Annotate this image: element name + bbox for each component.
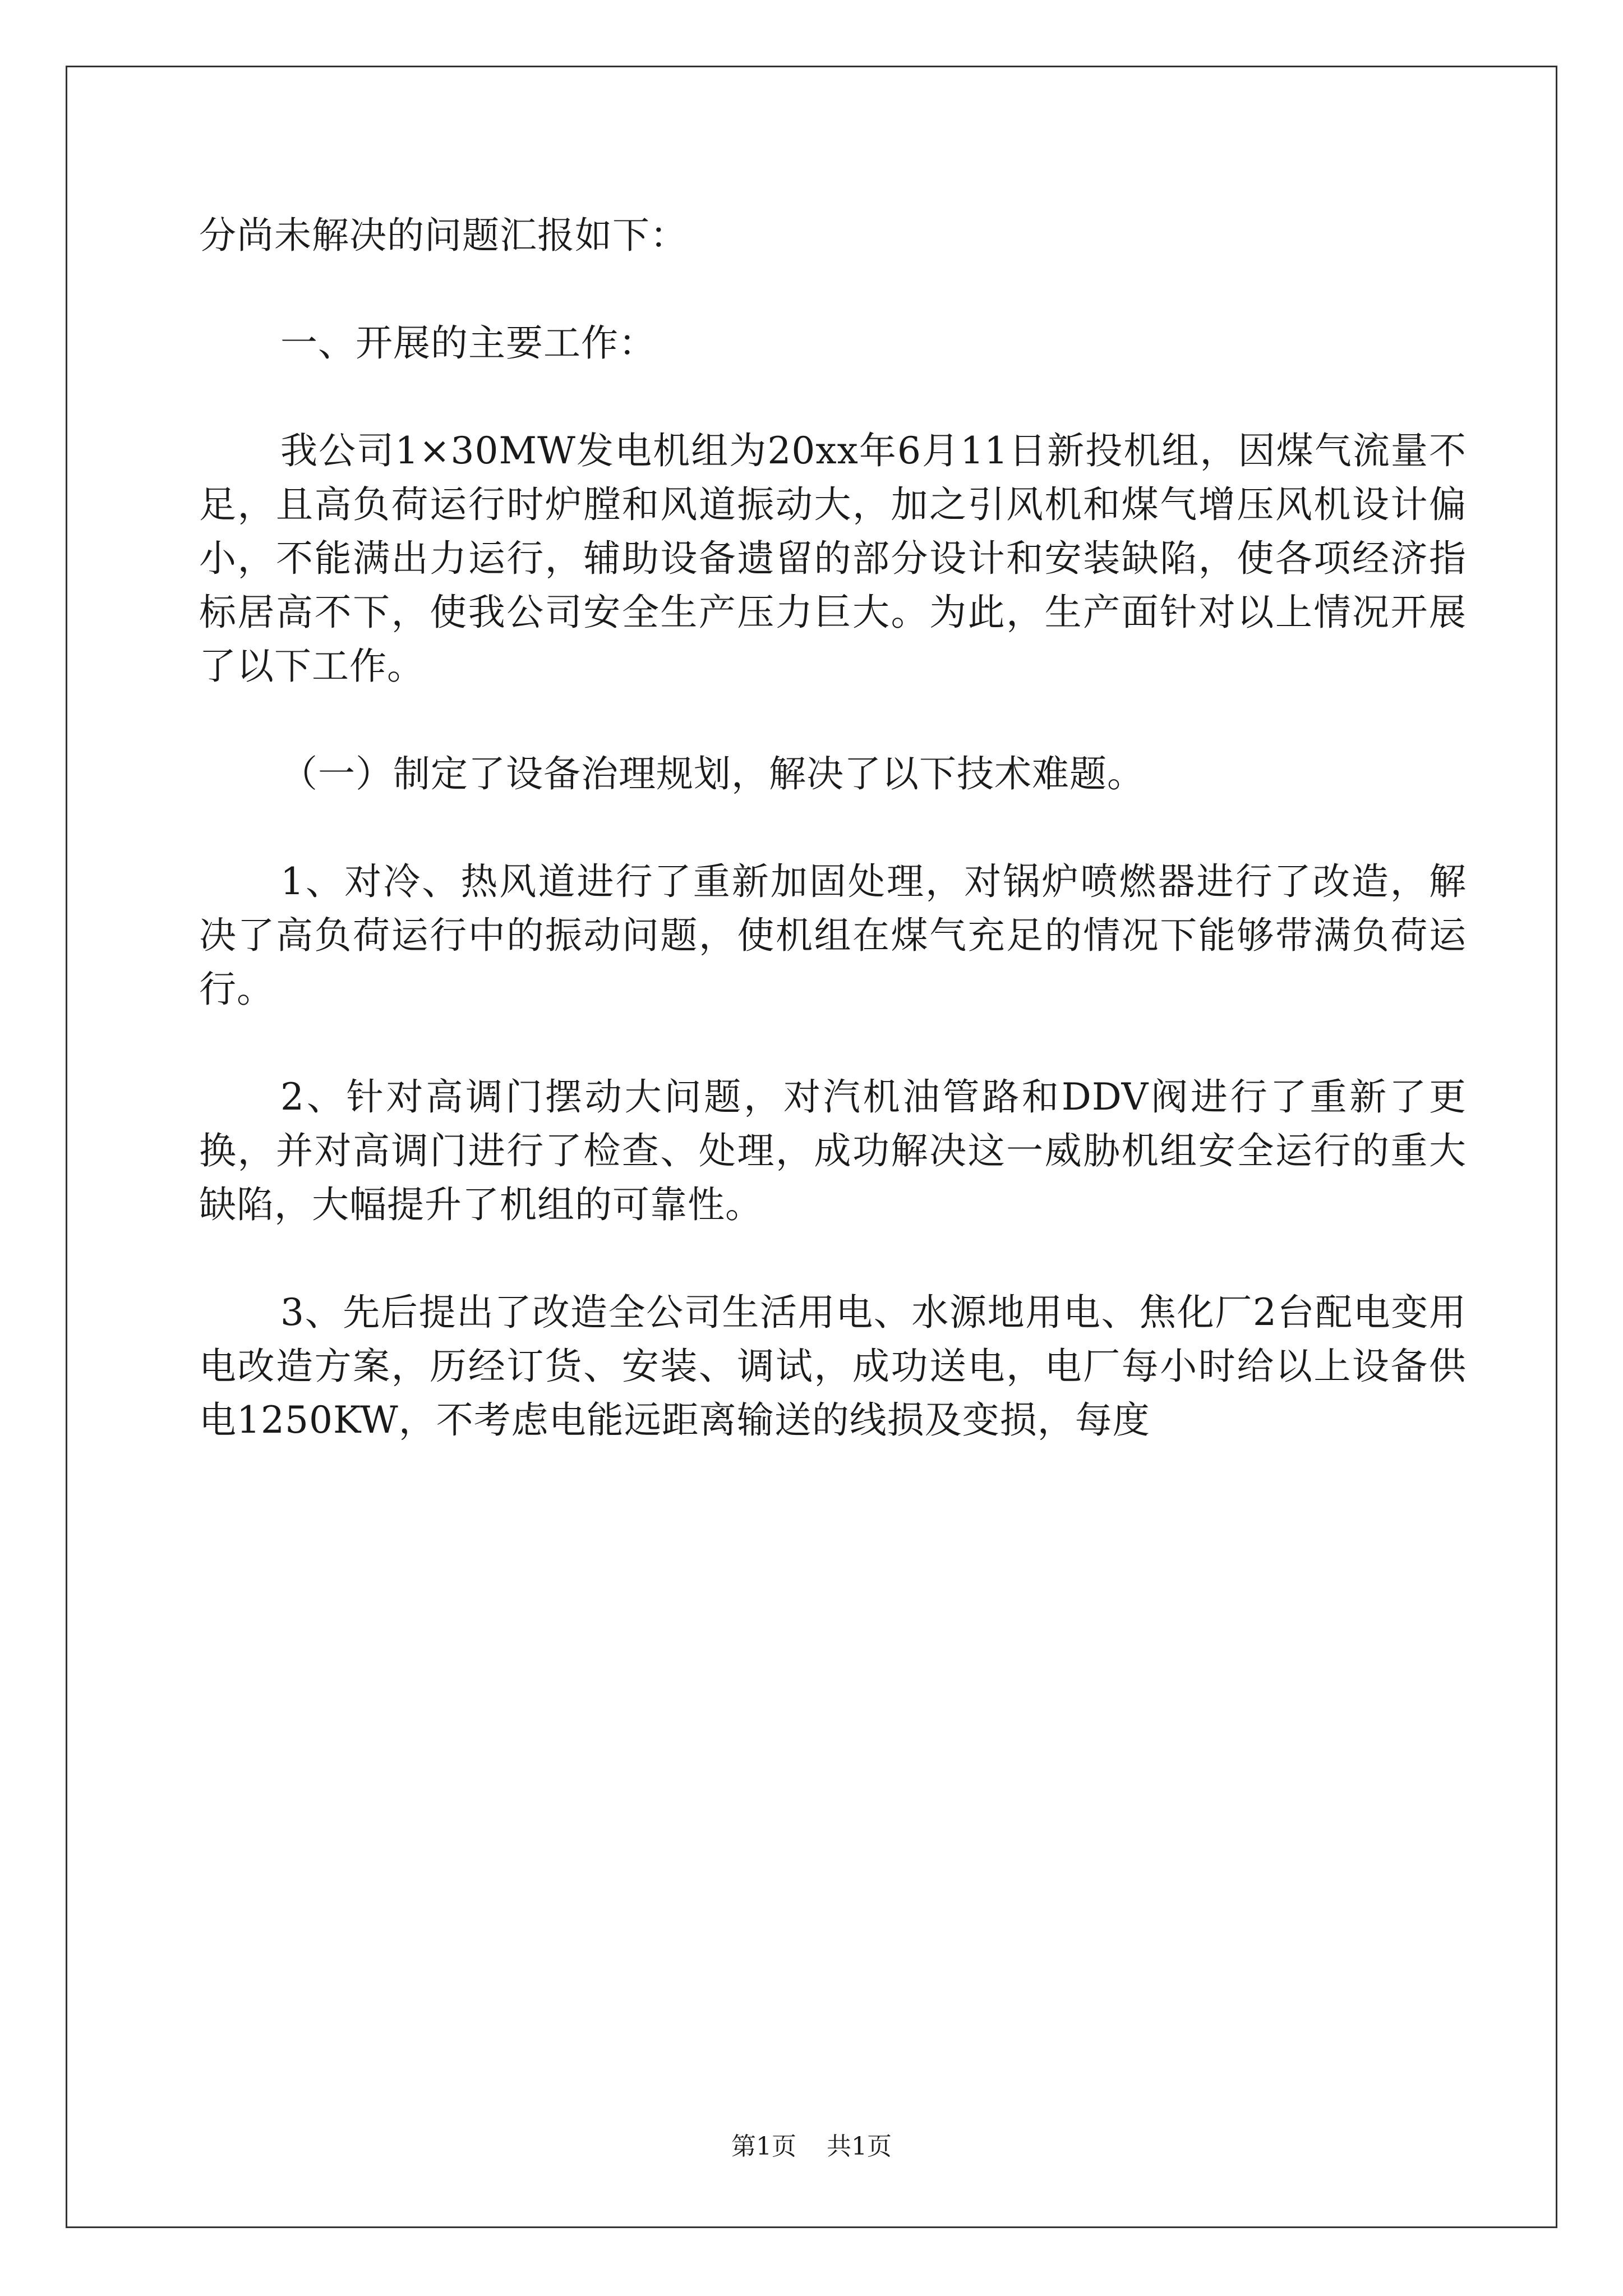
paragraph-7: 3、先后提出了改造全公司生活用电、水源地用电、焦化厂2台配电变用电改造方案，历经订货、安装、调试，成功送电，电厂每小时给以上设备供电1250KW，不考虑电能远距离输送的线损及变损，每度 — [199, 1291, 1467, 1442]
page-footer — [0, 2126, 1623, 2162]
paragraph-1: 分尚未解决的问题汇报如下： — [199, 214, 688, 257]
paragraph-3: 我公司1×30MW发电机组为20xx年6月11日新投机组，因煤气流量不足，且高负荷运行时炉膛和风道振动大，加之引风机和煤气增压风机设计偏小，不能满出力运行，辅助设备遗留的部分设计和安装缺陷，使各项经济指标居高不下，使我公司安全生产压力巨大。为此，生产面针对以上情况开展了以下工作。 — [199, 429, 1467, 688]
paragraph-6: 2、针对高调门摆动大问题，对汽机油管路和DDV阀进行了重新了更换，并对高调门进行了检查、处理，成功解决这一威胁机组安全运行的重大缺陷，大幅提升了机组的可靠性。 — [199, 1075, 1467, 1226]
paragraph-2: 一、开展的主要工作： — [280, 321, 656, 365]
paragraph-5: 1、对冷、热风道进行了重新加固处理，对锅炉喷燃器进行了改造，解决了高负荷运行中的振动问题，使机组在煤气充足的情况下能够带满负荷运行。 — [199, 860, 1467, 1011]
page-total: 共1页 — [827, 2132, 892, 2161]
paragraph-4: （一）制定了设备治理规划，解决了以下技术难题。 — [280, 752, 1145, 795]
document-body — [199, 209, 1467, 1501]
page-number: 第1页 — [731, 2132, 796, 2161]
